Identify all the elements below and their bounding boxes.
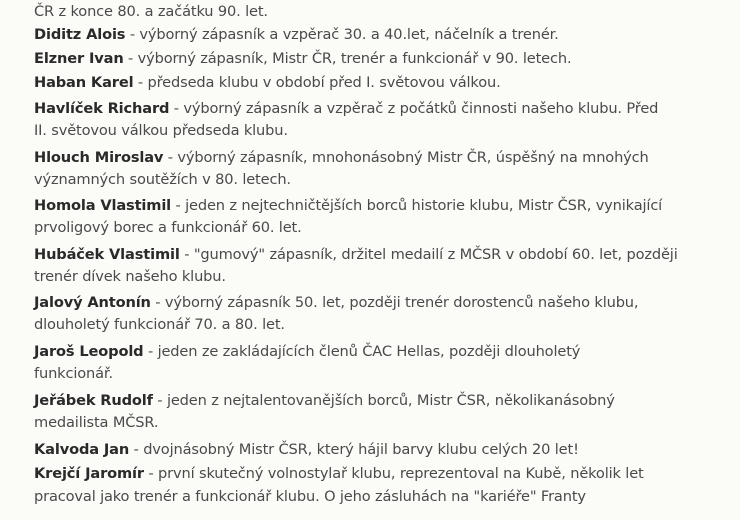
entry-jerabek-rudolf-cont — [34, 413, 158, 433]
entry-name: Havlíček Richard — [34, 100, 170, 117]
entry-name: Diditz Alois — [34, 26, 126, 43]
entry-name: Jeřábek Rudolf — [34, 392, 153, 409]
entry-name: Kalvoda Jan — [34, 441, 130, 458]
entry-name: Elzner Ivan — [34, 50, 124, 67]
entry-hubacek-vlastimil — [34, 245, 678, 265]
entry-kalvoda-jan — [34, 440, 579, 460]
entry-havlicek-richard — [34, 99, 658, 119]
entry-continuation-text: prvoligový borec a funkcionář 60. let. — [34, 219, 302, 236]
entry-description: - výborný zápasník 50. let, později trenér dorostenců našeho klubu, — [150, 294, 639, 311]
entry-continuation-text: dlouholetý funkcionář 70. a 80. let. — [34, 316, 285, 333]
entry-description: - "gumový" zápasník, držitel medailí z MČSR v období 60. let, později — [179, 246, 678, 263]
entry-jerabek-rudolf — [34, 391, 615, 411]
entry-continuation-text: funkcionář. — [34, 365, 113, 382]
entry-description: - výborný zápasník a vzpěrač 30. a 40.let, náčelník a trenér. — [125, 26, 559, 43]
entry-description: - výborný zápasník, Mistr ČR, trenér a funkcionář v 90. letech. — [123, 50, 572, 67]
entry-name: Jaroš Leopold — [34, 343, 144, 360]
entry-description: - předseda klubu v období před I. světovou válkou. — [133, 74, 501, 91]
entry-continuation — [34, 2, 268, 22]
entry-description: - jeden z nejtalentovanějších borců, Mistr ČSR, několikanásobný — [152, 392, 615, 409]
entry-jalovy-antonin-cont — [34, 315, 285, 335]
entry-homola-vlastimil — [34, 196, 662, 216]
entry-elzner-ivan — [34, 49, 571, 69]
entry-havlicek-richard-cont — [34, 121, 288, 141]
entry-hlouch-miroslav-cont — [34, 170, 291, 190]
entry-hlouch-miroslav — [34, 148, 649, 168]
entry-jaros-leopold-cont — [34, 364, 113, 384]
entry-krejci-jaromir — [34, 464, 644, 484]
entry-continuation-text: pracoval jako trenér a funkcionář klubu. O jeho zásluhách na "kariéře" Franty — [34, 488, 586, 505]
entry-description: - výborný zápasník, mnohonásobný Mistr ČR, úspěšný na mnohých — [163, 149, 649, 166]
entry-diditz-alois — [34, 25, 559, 45]
entry-description: - jeden z nejtechničtějších borců historie klubu, Mistr ČSR, vynikající — [171, 197, 663, 214]
entry-description: - první skutečný volnostylař klubu, reprezentoval na Kubě, několik let — [143, 465, 644, 482]
entry-description: - dvojnásobný Mistr ČSR, který hájil barvy klubu celých 20 let! — [129, 441, 579, 458]
entry-name: Krejčí Jaromír — [34, 465, 144, 482]
entry-description: - výborný zápasník a vzpěrač z počátků činnosti našeho klubu. Před — [169, 100, 659, 117]
entry-description: - jeden ze zakládajících členů ČAC Hellas, později dlouholetý — [143, 343, 581, 360]
entry-name: Jalový Antonín — [34, 294, 151, 311]
entry-continuation-text: medailista MČSR. — [34, 414, 159, 431]
entry-continuation-text: významných soutěžích v 80. letech. — [34, 171, 291, 188]
entry-name: Homola Vlastimil — [34, 197, 172, 214]
entry-name: Hubáček Vlastimil — [34, 246, 180, 263]
entry-hubacek-vlastimil-cont — [34, 267, 226, 287]
entry-jalovy-antonin — [34, 293, 638, 313]
entry-haban-karel — [34, 73, 501, 93]
entry-homola-vlastimil-cont — [34, 218, 302, 238]
entry-continuation-text: II. světovou válkou předseda klubu. — [34, 122, 288, 139]
entry-continuation-text: trenér dívek našeho klubu. — [34, 268, 226, 285]
entry-name: Hlouch Miroslav — [34, 149, 164, 166]
entry-name: Haban Karel — [34, 74, 134, 91]
entry-jaros-leopold — [34, 342, 580, 362]
entry-krejci-jaromir-cont — [34, 487, 586, 507]
entry-continuation-text: ČR z konce 80. a začátku 90. let. — [34, 3, 268, 20]
